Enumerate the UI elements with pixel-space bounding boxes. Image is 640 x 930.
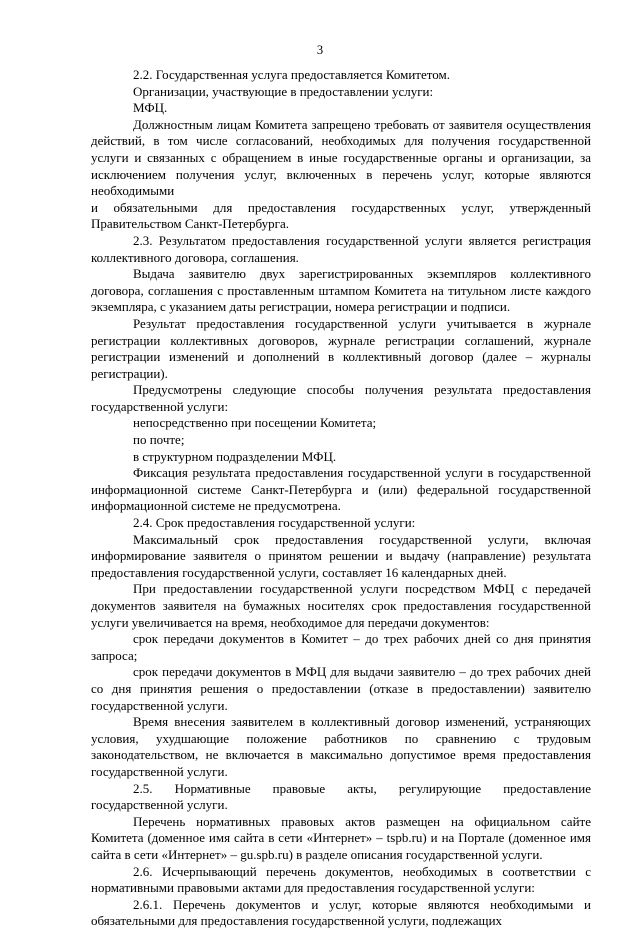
paragraph: 2.5. Нормативные правовые акты, регулирующие предоставление государственной услуги. <box>91 780 591 813</box>
paragraph: МФЦ. <box>133 100 168 116</box>
paragraph: Должностным лицам Комитета запрещено требовать от заявителя осуществления действий, в том числе согласований, необходимых для получения государственной услуги и связанных с обращением в иные государственные органы и организации, за исключением получения услуг, включенных в перечень услуг, которые являются необходимыми <box>91 116 591 199</box>
paragraph: Фиксация результата предоставления государственной услуги в государственной информационной системе Санкт-Петербурга и (или) федеральной государственной информационной системе не предусмотрена. <box>91 465 591 514</box>
paragraph: в структурном подразделении МФЦ. <box>133 448 337 464</box>
paragraph: срок передачи документов в Комитет – до трех рабочих дней со дня принятия запроса; <box>91 631 591 663</box>
paragraph: При предоставлении государственной услуги посредством МФЦ с передачей документов заявителя на бумажных носителях срок предоставления государственной услуги увеличивается на время, необходимое для передачи документов: <box>91 581 591 630</box>
paragraph: 2.6.1. Перечень документов и услуг, которые являются необходимыми и обязательными для предоставления государственной услуги, подлежащих <box>91 896 591 929</box>
paragraph: Организации, участвующие в предоставлении услуги: <box>133 83 434 99</box>
paragraph: по почте; <box>133 432 185 448</box>
paragraph: 2.3. Результатом предоставления государственной услуги является регистрация коллективного договора, соглашения. <box>91 232 591 265</box>
paragraph: 2.2. Государственная услуга предоставляется Комитетом. <box>133 67 450 82</box>
paragraph: 2.6. Исчерпывающий перечень документов, необходимых в соответствии с нормативными правовыми актами для предоставления государственной услуги: <box>91 863 591 896</box>
paragraph: непосредственно при посещении Комитета; <box>133 415 377 431</box>
paragraph: Максимальный срок предоставления государственной услуги, включая информирование заявителя о принятом решении и выдачу (направление) результата предоставления государственной услуги, составляет 16 календарных дней. <box>91 531 591 580</box>
paragraph: и обязательными для предоставления государственных услуг, утвержденный Правительством Санкт-Петербурга. <box>91 199 591 232</box>
paragraph: Результат предоставления государственной услуги учитывается в журнале регистрации коллективных договоров, журнале регистрации соглашений, журнале регистрации изменений и дополнений в коллективный договор (далее – журналы регистрации). <box>91 315 591 381</box>
paragraph: Выдача заявителю двух зарегистрированных экземпляров коллективного договора, соглашения с проставленным штампом Комитета на титульном листе каждого экземпляра, с указанием даты регистрации, номера регистрации и подписи. <box>91 266 591 315</box>
paragraph: 2.4. Срок предоставления государственной услуги: <box>133 515 416 531</box>
paragraph: Время внесения заявителем в коллективный договор изменений, устраняющих условия, ухудшающие положение работников по сравнению с трудовым законодательством, не включается в максимально допустимое время предоставления государственной услуги. <box>91 714 591 779</box>
paragraph: срок передачи документов в МФЦ для выдачи заявителю – до трех рабочих дней со дня принятия решения о предоставлении (отказе в предоставлении) заявителю государственной услуги. <box>91 664 591 713</box>
page-number: 3 <box>316 43 324 57</box>
paragraph: Предусмотрены следующие способы получения результата предоставления государственной услуги: <box>91 382 591 414</box>
document-body <box>91 67 591 930</box>
paragraph: Перечень нормативных правовых актов размещен на официальном сайте Комитета (доменное имя сайта в сети «Интернет» – tspb.ru) и на Портале (доменное имя сайта в сети «Интернет» – gu.spb.ru) в разделе описания государственной услуги. <box>91 813 591 862</box>
